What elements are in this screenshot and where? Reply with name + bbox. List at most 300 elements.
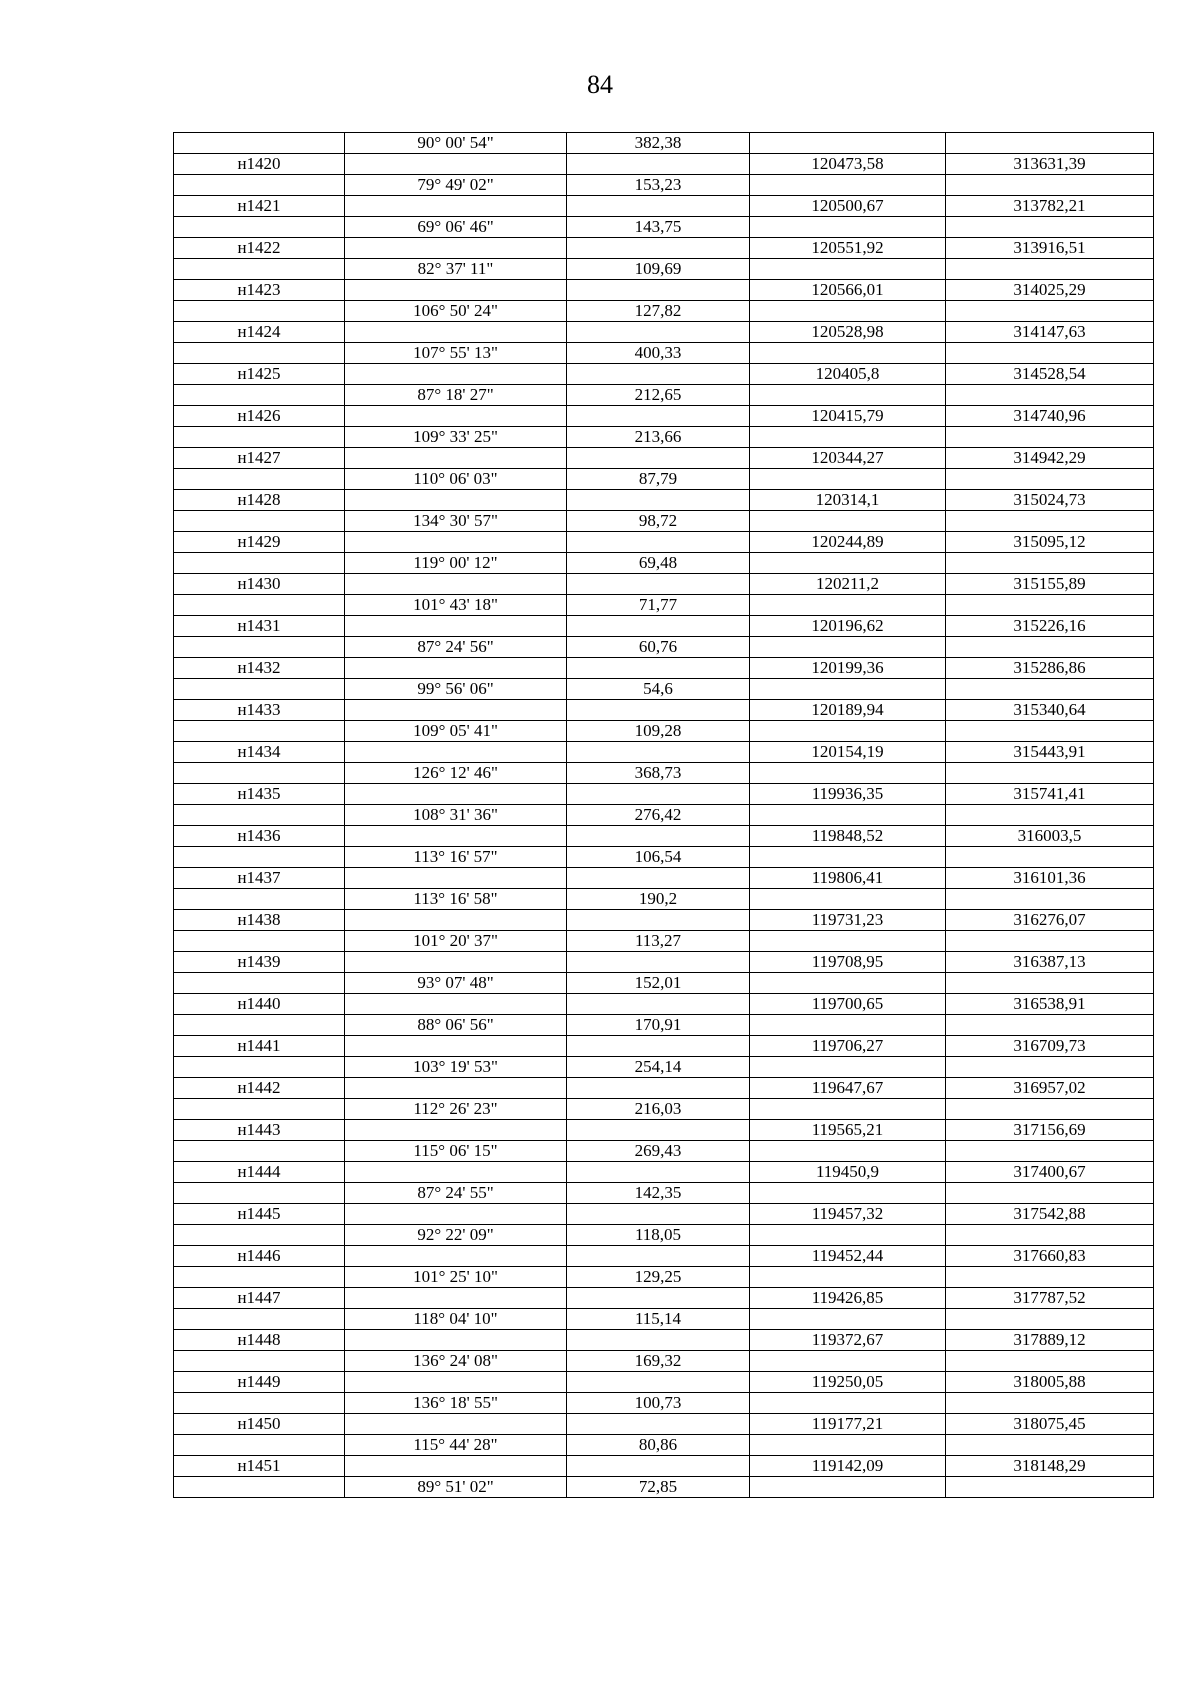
x-coordinate-cell <box>750 637 946 658</box>
point-name-cell: н1450 <box>174 1414 345 1435</box>
y-coordinate-cell <box>946 1267 1154 1288</box>
y-coordinate-cell: 316003,5 <box>946 826 1154 847</box>
x-coordinate-cell <box>750 679 946 700</box>
direction-angle-cell: 136° 18' 55" <box>345 1393 567 1414</box>
y-coordinate-cell: 316538,91 <box>946 994 1154 1015</box>
table-row <box>174 595 1154 616</box>
x-coordinate-cell: 120189,94 <box>750 700 946 721</box>
point-name-cell: н1430 <box>174 574 345 595</box>
x-coordinate-cell: 120566,01 <box>750 280 946 301</box>
direction-angle-cell: 109° 05' 41" <box>345 721 567 742</box>
x-coordinate-cell <box>750 1393 946 1414</box>
point-name-cell: н1423 <box>174 280 345 301</box>
distance-cell <box>567 1036 750 1057</box>
x-coordinate-cell <box>750 133 946 154</box>
direction-angle-cell: 87° 24' 55" <box>345 1183 567 1204</box>
y-coordinate-cell <box>946 1225 1154 1246</box>
distance-cell <box>567 910 750 931</box>
x-coordinate-cell <box>750 1015 946 1036</box>
y-coordinate-cell <box>946 679 1154 700</box>
y-coordinate-cell <box>946 595 1154 616</box>
distance-cell <box>567 532 750 553</box>
distance-cell <box>567 1456 750 1477</box>
point-name-cell <box>174 385 345 406</box>
direction-angle-cell <box>345 1078 567 1099</box>
y-coordinate-cell: 316276,07 <box>946 910 1154 931</box>
direction-angle-cell: 90° 00' 54" <box>345 133 567 154</box>
x-coordinate-cell: 120196,62 <box>750 616 946 637</box>
direction-angle-cell <box>345 1204 567 1225</box>
point-name-cell: н1435 <box>174 784 345 805</box>
direction-angle-cell: 108° 31' 36" <box>345 805 567 826</box>
direction-angle-cell: 89° 51' 02" <box>345 1477 567 1498</box>
point-name-cell <box>174 637 345 658</box>
x-coordinate-cell <box>750 385 946 406</box>
table-row <box>174 616 1154 637</box>
point-name-cell <box>174 1393 345 1414</box>
table-row <box>174 763 1154 784</box>
x-coordinate-cell: 119848,52 <box>750 826 946 847</box>
distance-cell: 254,14 <box>567 1057 750 1078</box>
point-name-cell <box>174 931 345 952</box>
y-coordinate-cell: 315155,89 <box>946 574 1154 595</box>
y-coordinate-cell <box>946 1099 1154 1120</box>
table-row <box>174 868 1154 889</box>
y-coordinate-cell <box>946 931 1154 952</box>
distance-cell <box>567 1204 750 1225</box>
point-name-cell: н1437 <box>174 868 345 889</box>
table-row <box>174 742 1154 763</box>
distance-cell <box>567 1162 750 1183</box>
direction-angle-cell <box>345 910 567 931</box>
point-name-cell <box>174 595 345 616</box>
direction-angle-cell <box>345 574 567 595</box>
x-coordinate-cell: 119647,67 <box>750 1078 946 1099</box>
y-coordinate-cell <box>946 721 1154 742</box>
direction-angle-cell <box>345 1414 567 1435</box>
distance-cell <box>567 154 750 175</box>
y-coordinate-cell <box>946 1351 1154 1372</box>
point-name-cell: н1442 <box>174 1078 345 1099</box>
distance-cell: 60,76 <box>567 637 750 658</box>
y-coordinate-cell: 315443,91 <box>946 742 1154 763</box>
x-coordinate-cell <box>750 1099 946 1120</box>
distance-cell: 127,82 <box>567 301 750 322</box>
y-coordinate-cell <box>946 1309 1154 1330</box>
x-coordinate-cell <box>750 175 946 196</box>
direction-angle-cell <box>345 448 567 469</box>
distance-cell: 106,54 <box>567 847 750 868</box>
point-name-cell: н1431 <box>174 616 345 637</box>
point-name-cell <box>174 1141 345 1162</box>
point-name-cell: н1424 <box>174 322 345 343</box>
distance-cell <box>567 952 750 973</box>
point-name-cell: н1446 <box>174 1246 345 1267</box>
x-coordinate-cell <box>750 1435 946 1456</box>
table-row <box>174 532 1154 553</box>
table-row <box>174 1309 1154 1330</box>
distance-cell <box>567 700 750 721</box>
table-row <box>174 700 1154 721</box>
table-row <box>174 448 1154 469</box>
distance-cell: 153,23 <box>567 175 750 196</box>
table-row <box>174 1036 1154 1057</box>
table-row <box>174 1267 1154 1288</box>
point-name-cell <box>174 1267 345 1288</box>
table-row <box>174 301 1154 322</box>
distance-cell: 190,2 <box>567 889 750 910</box>
table-row <box>174 1351 1154 1372</box>
y-coordinate-cell <box>946 763 1154 784</box>
y-coordinate-cell <box>946 301 1154 322</box>
point-name-cell: н1445 <box>174 1204 345 1225</box>
table-row <box>174 1015 1154 1036</box>
y-coordinate-cell: 317156,69 <box>946 1120 1154 1141</box>
distance-cell <box>567 364 750 385</box>
table-row <box>174 1477 1154 1498</box>
y-coordinate-cell: 315024,73 <box>946 490 1154 511</box>
distance-cell <box>567 784 750 805</box>
x-coordinate-cell: 119457,32 <box>750 1204 946 1225</box>
table-row <box>174 994 1154 1015</box>
direction-angle-cell <box>345 322 567 343</box>
y-coordinate-cell: 315340,64 <box>946 700 1154 721</box>
distance-cell <box>567 238 750 259</box>
x-coordinate-cell <box>750 721 946 742</box>
point-name-cell <box>174 1477 345 1498</box>
point-name-cell: н1440 <box>174 994 345 1015</box>
x-coordinate-cell: 120244,89 <box>750 532 946 553</box>
point-name-cell <box>174 259 345 280</box>
distance-cell <box>567 196 750 217</box>
direction-angle-cell <box>345 364 567 385</box>
y-coordinate-cell <box>946 1183 1154 1204</box>
table-row <box>174 217 1154 238</box>
x-coordinate-cell: 120211,2 <box>750 574 946 595</box>
distance-cell: 382,38 <box>567 133 750 154</box>
point-name-cell: н1434 <box>174 742 345 763</box>
table-row <box>174 1414 1154 1435</box>
distance-cell <box>567 1078 750 1099</box>
direction-angle-cell <box>345 280 567 301</box>
table-row <box>174 469 1154 490</box>
table-row <box>174 175 1154 196</box>
y-coordinate-cell <box>946 1015 1154 1036</box>
direction-angle-cell <box>345 1120 567 1141</box>
x-coordinate-cell: 119452,44 <box>750 1246 946 1267</box>
direction-angle-cell <box>345 658 567 679</box>
point-name-cell <box>174 847 345 868</box>
y-coordinate-cell: 317400,67 <box>946 1162 1154 1183</box>
distance-cell: 400,33 <box>567 343 750 364</box>
table-row <box>174 1162 1154 1183</box>
point-name-cell <box>174 805 345 826</box>
y-coordinate-cell <box>946 1057 1154 1078</box>
distance-cell: 113,27 <box>567 931 750 952</box>
x-coordinate-cell <box>750 1141 946 1162</box>
distance-cell <box>567 742 750 763</box>
distance-cell: 143,75 <box>567 217 750 238</box>
distance-cell: 54,6 <box>567 679 750 700</box>
point-name-cell <box>174 343 345 364</box>
table-row <box>174 322 1154 343</box>
x-coordinate-cell <box>750 931 946 952</box>
y-coordinate-cell <box>946 469 1154 490</box>
table-row <box>174 973 1154 994</box>
y-coordinate-cell <box>946 1393 1154 1414</box>
table-row <box>174 721 1154 742</box>
point-name-cell <box>174 511 345 532</box>
x-coordinate-cell <box>750 1309 946 1330</box>
table-row <box>174 280 1154 301</box>
x-coordinate-cell <box>750 973 946 994</box>
coordinates-table-body <box>174 133 1154 1498</box>
table-row <box>174 1078 1154 1099</box>
point-name-cell <box>174 217 345 238</box>
direction-angle-cell <box>345 154 567 175</box>
point-name-cell <box>174 763 345 784</box>
y-coordinate-cell: 318005,88 <box>946 1372 1154 1393</box>
x-coordinate-cell: 120344,27 <box>750 448 946 469</box>
direction-angle-cell: 115° 06' 15" <box>345 1141 567 1162</box>
y-coordinate-cell <box>946 217 1154 238</box>
direction-angle-cell <box>345 952 567 973</box>
x-coordinate-cell <box>750 511 946 532</box>
y-coordinate-cell: 314740,96 <box>946 406 1154 427</box>
distance-cell <box>567 994 750 1015</box>
x-coordinate-cell: 119142,09 <box>750 1456 946 1477</box>
distance-cell <box>567 658 750 679</box>
table-row <box>174 490 1154 511</box>
distance-cell: 109,28 <box>567 721 750 742</box>
distance-cell: 71,77 <box>567 595 750 616</box>
distance-cell: 129,25 <box>567 1267 750 1288</box>
direction-angle-cell <box>345 742 567 763</box>
y-coordinate-cell: 318075,45 <box>946 1414 1154 1435</box>
y-coordinate-cell: 313916,51 <box>946 238 1154 259</box>
coordinates-table <box>173 132 1154 1498</box>
table-row <box>174 385 1154 406</box>
direction-angle-cell <box>345 1330 567 1351</box>
table-row <box>174 1204 1154 1225</box>
point-name-cell <box>174 1225 345 1246</box>
y-coordinate-cell: 317660,83 <box>946 1246 1154 1267</box>
point-name-cell: н1422 <box>174 238 345 259</box>
point-name-cell: н1438 <box>174 910 345 931</box>
table-row <box>174 658 1154 679</box>
y-coordinate-cell <box>946 385 1154 406</box>
table-row <box>174 133 1154 154</box>
y-coordinate-cell: 316387,13 <box>946 952 1154 973</box>
table-row <box>174 574 1154 595</box>
direction-angle-cell: 87° 24' 56" <box>345 637 567 658</box>
x-coordinate-cell: 119731,23 <box>750 910 946 931</box>
y-coordinate-cell <box>946 1435 1154 1456</box>
point-name-cell: н1429 <box>174 532 345 553</box>
distance-cell <box>567 1414 750 1435</box>
table-row <box>174 952 1154 973</box>
table-row <box>174 259 1154 280</box>
point-name-cell: н1449 <box>174 1372 345 1393</box>
y-coordinate-cell <box>946 259 1154 280</box>
direction-angle-cell: 82° 37' 11" <box>345 259 567 280</box>
distance-cell: 216,03 <box>567 1099 750 1120</box>
direction-angle-cell <box>345 700 567 721</box>
direction-angle-cell: 113° 16' 58" <box>345 889 567 910</box>
y-coordinate-cell: 314025,29 <box>946 280 1154 301</box>
table-row <box>174 364 1154 385</box>
y-coordinate-cell <box>946 511 1154 532</box>
x-coordinate-cell <box>750 1183 946 1204</box>
y-coordinate-cell <box>946 847 1154 868</box>
table-row <box>174 1120 1154 1141</box>
direction-angle-cell <box>345 196 567 217</box>
point-name-cell <box>174 175 345 196</box>
x-coordinate-cell <box>750 217 946 238</box>
x-coordinate-cell: 119450,9 <box>750 1162 946 1183</box>
x-coordinate-cell <box>750 805 946 826</box>
point-name-cell <box>174 679 345 700</box>
table-row <box>174 910 1154 931</box>
direction-angle-cell <box>345 1162 567 1183</box>
distance-cell <box>567 616 750 637</box>
table-row <box>174 1057 1154 1078</box>
y-coordinate-cell <box>946 133 1154 154</box>
table-row <box>174 679 1154 700</box>
point-name-cell: н1443 <box>174 1120 345 1141</box>
direction-angle-cell: 103° 19' 53" <box>345 1057 567 1078</box>
direction-angle-cell: 101° 20' 37" <box>345 931 567 952</box>
distance-cell <box>567 406 750 427</box>
y-coordinate-cell: 317889,12 <box>946 1330 1154 1351</box>
x-coordinate-cell <box>750 1477 946 1498</box>
distance-cell: 69,48 <box>567 553 750 574</box>
point-name-cell: н1447 <box>174 1288 345 1309</box>
direction-angle-cell: 99° 56' 06" <box>345 679 567 700</box>
x-coordinate-cell <box>750 553 946 574</box>
x-coordinate-cell <box>750 1267 946 1288</box>
point-name-cell <box>174 889 345 910</box>
direction-angle-cell <box>345 1372 567 1393</box>
x-coordinate-cell <box>750 763 946 784</box>
x-coordinate-cell: 120528,98 <box>750 322 946 343</box>
direction-angle-cell <box>345 406 567 427</box>
table-row <box>174 1330 1154 1351</box>
point-name-cell <box>174 427 345 448</box>
table-row <box>174 511 1154 532</box>
table-row <box>174 1246 1154 1267</box>
x-coordinate-cell: 119177,21 <box>750 1414 946 1435</box>
y-coordinate-cell <box>946 427 1154 448</box>
direction-angle-cell <box>345 868 567 889</box>
point-name-cell <box>174 301 345 322</box>
direction-angle-cell <box>345 1288 567 1309</box>
y-coordinate-cell <box>946 343 1154 364</box>
y-coordinate-cell: 317542,88 <box>946 1204 1154 1225</box>
x-coordinate-cell: 120405,8 <box>750 364 946 385</box>
x-coordinate-cell: 119708,95 <box>750 952 946 973</box>
y-coordinate-cell: 313782,21 <box>946 196 1154 217</box>
y-coordinate-cell <box>946 1477 1154 1498</box>
direction-angle-cell <box>345 1246 567 1267</box>
direction-angle-cell: 93° 07' 48" <box>345 973 567 994</box>
point-name-cell: н1425 <box>174 364 345 385</box>
table-row <box>174 637 1154 658</box>
table-row <box>174 553 1154 574</box>
x-coordinate-cell <box>750 1225 946 1246</box>
y-coordinate-cell: 314147,63 <box>946 322 1154 343</box>
x-coordinate-cell: 119706,27 <box>750 1036 946 1057</box>
y-coordinate-cell: 318148,29 <box>946 1456 1154 1477</box>
point-name-cell: н1433 <box>174 700 345 721</box>
y-coordinate-cell <box>946 973 1154 994</box>
point-name-cell <box>174 1435 345 1456</box>
y-coordinate-cell: 313631,39 <box>946 154 1154 175</box>
direction-angle-cell: 134° 30' 57" <box>345 511 567 532</box>
x-coordinate-cell: 120500,67 <box>750 196 946 217</box>
y-coordinate-cell: 314942,29 <box>946 448 1154 469</box>
point-name-cell <box>174 553 345 574</box>
direction-angle-cell: 126° 12' 46" <box>345 763 567 784</box>
x-coordinate-cell: 120551,92 <box>750 238 946 259</box>
table-row <box>174 154 1154 175</box>
table-row <box>174 1456 1154 1477</box>
y-coordinate-cell: 316101,36 <box>946 868 1154 889</box>
distance-cell: 142,35 <box>567 1183 750 1204</box>
page-number: 84 <box>587 70 613 99</box>
x-coordinate-cell: 119372,67 <box>750 1330 946 1351</box>
point-name-cell <box>174 1351 345 1372</box>
y-coordinate-cell <box>946 637 1154 658</box>
direction-angle-cell: 115° 44' 28" <box>345 1435 567 1456</box>
y-coordinate-cell: 315741,41 <box>946 784 1154 805</box>
y-coordinate-cell: 315226,16 <box>946 616 1154 637</box>
x-coordinate-cell <box>750 1057 946 1078</box>
distance-cell <box>567 322 750 343</box>
x-coordinate-cell <box>750 469 946 490</box>
distance-cell <box>567 448 750 469</box>
distance-cell: 276,42 <box>567 805 750 826</box>
y-coordinate-cell: 316709,73 <box>946 1036 1154 1057</box>
y-coordinate-cell <box>946 805 1154 826</box>
y-coordinate-cell: 316957,02 <box>946 1078 1154 1099</box>
x-coordinate-cell: 120415,79 <box>750 406 946 427</box>
point-name-cell <box>174 1183 345 1204</box>
point-name-cell <box>174 1099 345 1120</box>
distance-cell: 87,79 <box>567 469 750 490</box>
table-row <box>174 889 1154 910</box>
table-row <box>174 238 1154 259</box>
direction-angle-cell: 118° 04' 10" <box>345 1309 567 1330</box>
point-name-cell <box>174 973 345 994</box>
x-coordinate-cell <box>750 595 946 616</box>
table-row <box>174 1393 1154 1414</box>
y-coordinate-cell: 317787,52 <box>946 1288 1154 1309</box>
direction-angle-cell <box>345 532 567 553</box>
distance-cell <box>567 280 750 301</box>
point-name-cell: н1448 <box>174 1330 345 1351</box>
x-coordinate-cell <box>750 889 946 910</box>
x-coordinate-cell: 119936,35 <box>750 784 946 805</box>
direction-angle-cell: 101° 25' 10" <box>345 1267 567 1288</box>
direction-angle-cell: 106° 50' 24" <box>345 301 567 322</box>
distance-cell <box>567 574 750 595</box>
distance-cell <box>567 1288 750 1309</box>
distance-cell: 368,73 <box>567 763 750 784</box>
direction-angle-cell: 119° 00' 12" <box>345 553 567 574</box>
x-coordinate-cell <box>750 847 946 868</box>
point-name-cell <box>174 1309 345 1330</box>
